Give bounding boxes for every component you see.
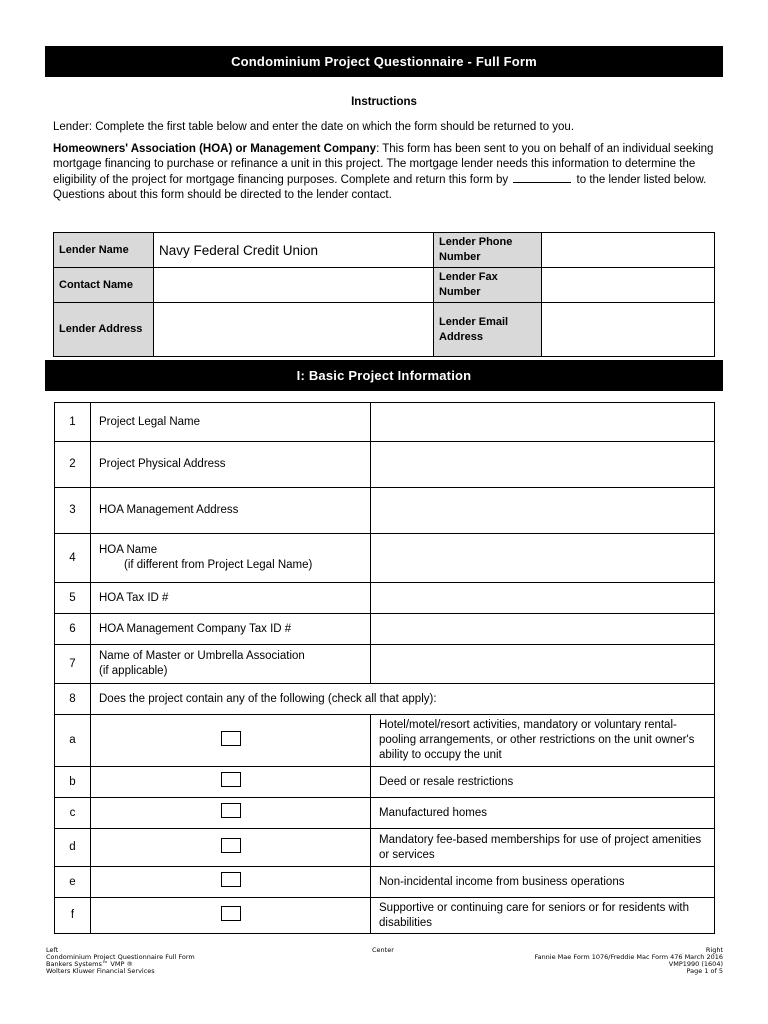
instructions-heading: Instructions [351,96,417,108]
footer-center [372,947,394,954]
table-row [55,829,715,867]
option-letter: f [55,898,91,934]
hoa-mgmt-tax-id-field[interactable] [371,614,715,645]
basic-project-info-table [54,402,715,934]
checkbox-cell [91,715,371,767]
checkbox-cell [91,867,371,898]
contact-name-field[interactable] [154,268,434,303]
lender-name-label: Lender Name [54,233,154,268]
table-row [54,268,715,303]
table-row [55,403,715,442]
checkbox-cell [91,829,371,867]
project-physical-address-label: Project Physical Address [91,442,371,488]
form-title: Condominium Project Questionnaire - Full Form [231,54,537,69]
hotel-rental-pooling-checkbox[interactable] [221,731,241,746]
lender-phone-label: Lender Phone Number [434,233,542,268]
table-row [55,488,715,534]
form-title-bar [45,46,723,77]
table-row [55,898,715,934]
option-text: Hotel/motel/resort activities, mandatory or voluntary rental-pooling arrangements, or other restrictions on the unit owner's ability to occupy the unit [371,715,715,767]
footer-left [46,947,195,975]
footer-line: Center [372,946,394,954]
business-income-checkbox[interactable] [221,872,241,887]
table-row [55,583,715,614]
hoa-name-label: HOA Name [99,544,158,556]
option-letter: d [55,829,91,867]
option-letter: a [55,715,91,767]
option-text: Mandatory fee-based memberships for use of project amenities or services [371,829,715,867]
section-title: I: Basic Project Information [296,368,472,383]
row-number: 1 [55,403,91,442]
row-number: 4 [55,534,91,583]
q8-question: Does the project contain any of the following (check all that apply): [91,684,715,715]
row-number: 2 [55,442,91,488]
checkbox-cell [91,798,371,829]
hoa-management-address-field[interactable] [371,488,715,534]
footer-line: Right [705,946,723,954]
hoa-tax-id-label: HOA Tax ID # [91,583,371,614]
table-row [55,767,715,798]
table-row [55,534,715,583]
lender-phone-field[interactable] [542,233,715,268]
table-row [55,798,715,829]
footer-line: Condominium Project Questionnaire Full Form [46,953,195,961]
master-association-label: Name of Master or Umbrella Association [99,650,305,662]
deed-restrictions-checkbox[interactable] [221,772,241,787]
contact-name-label: Contact Name [54,268,154,303]
lender-email-label: Lender Email Address [434,303,542,357]
lender-fax-label: Lender Fax Number [434,268,542,303]
manufactured-homes-checkbox[interactable] [221,803,241,818]
section-heading-bar [45,360,723,391]
hoa-name-sublabel: (if different from Project Legal Name) [124,559,313,571]
table-row [55,645,715,684]
table-row [55,614,715,645]
row-number: 6 [55,614,91,645]
table-row [55,715,715,767]
master-association-label-cell [91,645,371,684]
option-text: Manufactured homes [371,798,715,829]
option-letter: c [55,798,91,829]
lender-address-field[interactable] [154,303,434,357]
hoa-name-field[interactable] [371,534,715,583]
supportive-care-checkbox[interactable] [221,906,241,921]
lender-name-field[interactable]: Navy Federal Credit Union [154,233,434,268]
lender-address-label: Lender Address [54,303,154,357]
hoa-instructions-text-end: to the lender listed below. Questions about this form should be directed to the lender contact. [53,174,707,201]
table-row [54,303,715,357]
lender-email-field[interactable] [542,303,715,357]
return-date-field[interactable] [513,172,571,183]
hoa-mgmt-tax-id-label: HOA Management Company Tax ID # [91,614,371,645]
footer-line: Wolters Kluwer Financial Services [46,967,155,975]
hoa-name-label-cell [91,534,371,583]
table-row [55,442,715,488]
option-text: Deed or resale restrictions [371,767,715,798]
checkbox-cell [91,767,371,798]
option-letter: b [55,767,91,798]
hoa-instructions [53,142,718,203]
footer-line: Fannie Mae Form 1076/Freddie Mac Form 476 March 2016 [534,953,723,961]
fee-based-memberships-checkbox[interactable] [221,838,241,853]
row-number: 7 [55,645,91,684]
project-physical-address-field[interactable] [371,442,715,488]
table-row [55,684,715,715]
lender-info-table [53,232,715,357]
row-number: 5 [55,583,91,614]
option-text: Non-incidental income from business operations [371,867,715,898]
lender-fax-field[interactable] [542,268,715,303]
footer-line: VMP1990 (1604) [668,960,723,968]
row-number: 8 [55,684,91,715]
hoa-instructions-label: Homeowners' Association (HOA) or Management Company [53,143,377,155]
footer-line: Bankers Systems™ VMP ® [46,960,133,968]
table-row [54,233,715,268]
hoa-instructions-text: : This form has been sent to you on behalf of an individual seeking mortgage financing to purchase or refinance a unit in this project. The mortgage lender needs this information to determine the eligibility of the project for mortgage financing purposes. Complete and return this form by [53,143,714,186]
row-number: 3 [55,488,91,534]
master-association-field[interactable] [371,645,715,684]
master-association-sublabel: (if applicable) [99,665,168,677]
table-row [55,867,715,898]
checkbox-cell [91,898,371,934]
lender-instructions-text: : Complete the first table below and enter the date on which the form should be returned to you. [88,121,575,133]
footer-line: Left [46,946,59,954]
option-letter: e [55,867,91,898]
lender-instructions-label: Lender [53,121,89,133]
project-legal-name-field[interactable] [371,403,715,442]
footer-line: Page 1 of 5 [686,967,723,975]
hoa-tax-id-field[interactable] [371,583,715,614]
option-text: Supportive or continuing care for seniors or for residents with disabilities [371,898,715,934]
footer-right [534,947,723,975]
hoa-management-address-label: HOA Management Address [91,488,371,534]
project-legal-name-label: Project Legal Name [91,403,371,442]
lender-instructions [53,120,718,135]
